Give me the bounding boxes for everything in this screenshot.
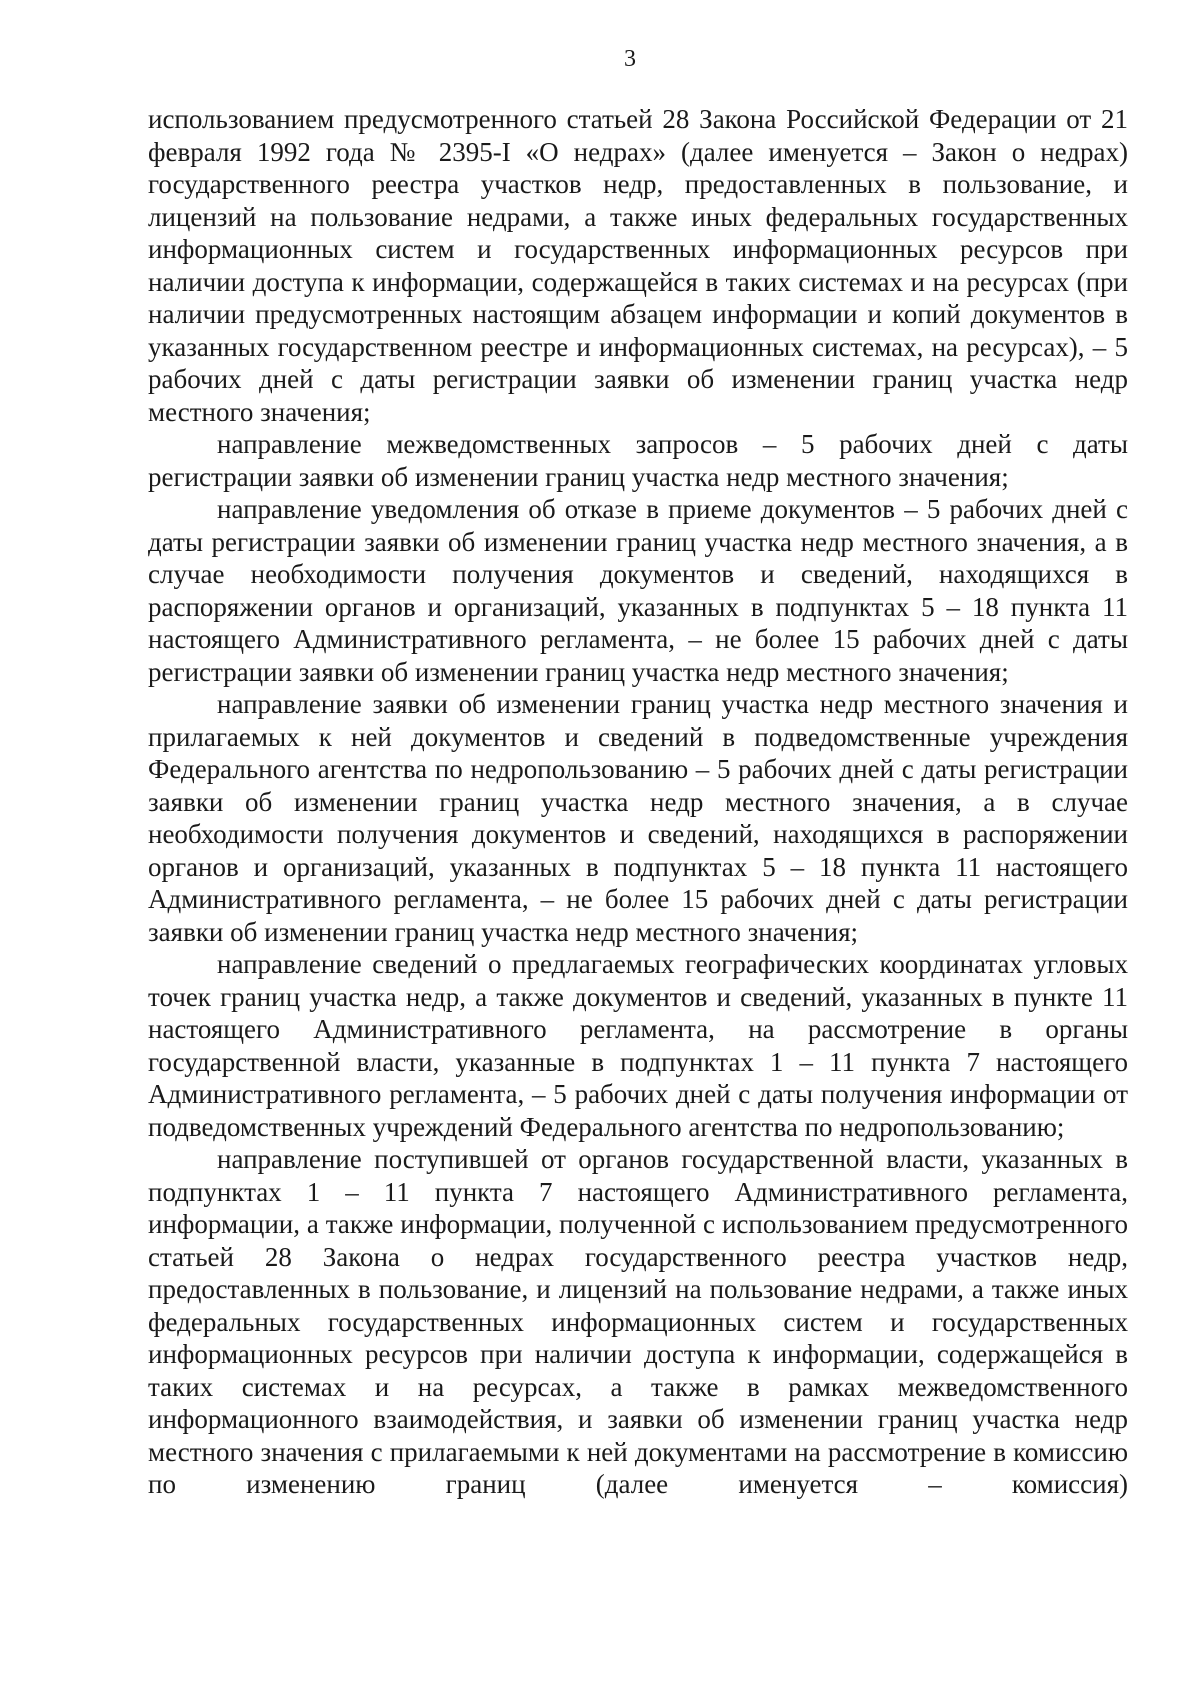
- paragraph-refusal-notice: направление уведомления об отказе в приеме документов – 5 рабочих дней с даты регистрации заявки об изменении границ участка недр местного значения, а в случае необходимости получения документов и сведений, находящихся в распоряжении органов и организаций, указанных в подпунктах 5 – 18 пункта 11 настоящего Административного регламента, – не более 15 рабочих дней с даты регистрации заявки об изменении границ участка недр местного значения;: [148, 494, 1128, 687]
- paragraph-interagency-requests: направление межведомственных запросов – 5 рабочих дней с даты регистрации заявки об изменении границ участка недр местного значения;: [148, 429, 1128, 492]
- paragraph-continuation: использованием предусмотренного статьей 28 Закона Российской Федерации от 21 февраля 1992 года № 2395-I «О недрах» (далее именуется – Закон о недрах) государственного реестра участков недр, предоставленных в пользование, и лицензий на пользование недрами, а также иных федеральных государственных информационных систем и государственных информационных ресурсов при наличии доступа к информации, содержащейся в таких системах и на ресурсах (при наличии предусмотренных настоящим абзацем информации и копий документов в указанных государственном реестре и информационных системах, на ресурсах), – 5 рабочих дней с даты регистрации заявки об изменении границ участка недр местного значения;: [148, 104, 1128, 427]
- paragraph-application-forwarding: направление заявки об изменении границ участка недр местного значения и прилагаемых к ней документов и сведений в подведомственные учреждения Федерального агентства по недропользованию – 5 рабочих дней с даты регистрации заявки об изменении границ участка недр местного значения, а в случае необходимости получения документов и сведений, находящихся в распоряжении органов и организаций, указанных в подпунктах 5 – 18 пункта 11 настоящего Административного регламента, – не более 15 рабочих дней с даты регистрации заявки об изменении границ участка недр местного значения;: [148, 689, 1128, 947]
- paragraph-commission-forwarding: направление поступившей от органов государственной власти, указанных в подпунктах 1 – 11 пункта 7 настоящего Административного регламента, информации, а также информации, полученной с использованием предусмотренного статьей 28 Закона о недрах государственного реестра участков недр, предоставленных в пользование, и лицензий на пользование недрами, а также иных федеральных государственных информационных систем и государственных информационных ресурсов при наличии доступа к информации, содержащейся в таких системах и на ресурсах, а также в рамках межведомственного информационного взаимодействия, и заявки об изменении границ участка недр местного значения с прилагаемыми к ней документами на рассмотрение в комиссию по изменению границ (далее именуется – комиссия): [148, 1144, 1128, 1499]
- document-body: [148, 103, 1128, 1501]
- paragraph-coordinates-forwarding: направление сведений о предлагаемых географических координатах угловых точек границ участка недр, а также документов и сведений, указанных в пункте 11 настоящего Административного регламента, на рассмотрение в органы государственной власти, указанные в подпунктах 1 – 11 пункта 7 настоящего Административного регламента, – 5 рабочих дней с даты получения информации от подведомственных учреждений Федерального агентства по недропользованию;: [148, 949, 1128, 1142]
- page-number: 3: [624, 46, 636, 72]
